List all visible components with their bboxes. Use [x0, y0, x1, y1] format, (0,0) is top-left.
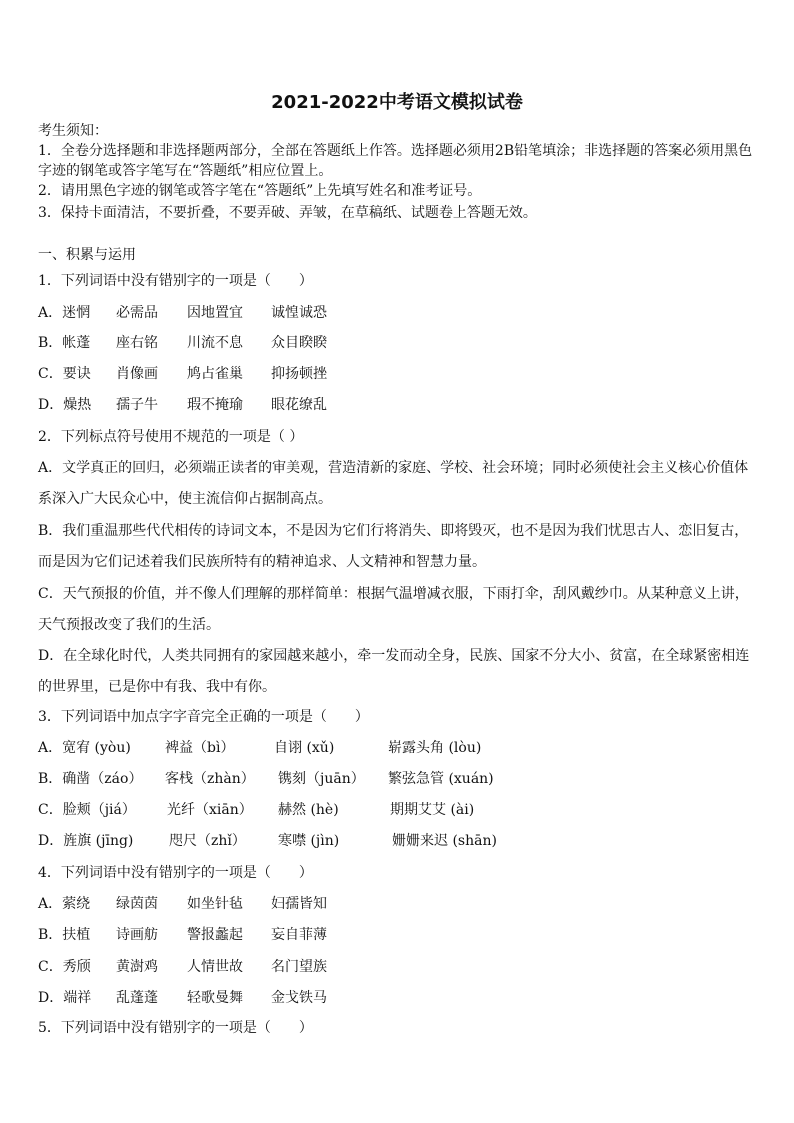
- q1-option-a: [38, 304, 327, 322]
- q1-option-d: [38, 396, 327, 414]
- option-word: 姗姗来迟 (shān): [392, 833, 497, 849]
- option-word: 名门望族: [271, 959, 327, 975]
- option-word: 鸠占雀巢: [187, 366, 243, 382]
- option-word: 川流不息: [187, 335, 243, 351]
- option-word: 妄自菲薄: [271, 927, 327, 943]
- notice-line-1b: 字迹的钢笔或答字笔写在“答题纸”相应位置上。: [38, 163, 333, 179]
- q4-stem: 4．下列词语中没有错别字的一项是（ ）: [38, 865, 313, 881]
- q4-option-b: [38, 926, 327, 944]
- notice-line-2: 2．请用黑色字迹的钢笔或答字笔在“答题纸”上先填写姓名和准考证号。: [38, 183, 482, 199]
- q2-option-d-line2: 的世界里，已是你中有我、我中有你。: [38, 679, 276, 695]
- q1-option-b: [38, 334, 327, 352]
- option-word: B．扶植: [38, 927, 91, 943]
- q2-option-a-line1: A．文学真正的回归，必须端正读者的审美观，营造清新的家庭、学校、社会环境；同时必须使社会主义核心价值体: [38, 460, 749, 476]
- q2-option-c-line2: 天气预报改变了我们的生活。: [38, 617, 220, 633]
- option-word: B．确凿（záo）: [38, 771, 143, 787]
- q2-option-b-line1: B．我们重温那些代代相传的诗词文本，不是因为它们行将消失、即将毁灭，也不是因为我们忧思古人、恋旧复古，: [38, 523, 749, 539]
- q4-option-a: [38, 895, 327, 913]
- option-word: 光纤（xiān）: [167, 802, 253, 818]
- option-word: 镌刻（juān）: [278, 771, 365, 787]
- option-word: 必需品: [116, 305, 158, 321]
- page-title: 2021-2022中考语文模拟试卷: [271, 92, 523, 113]
- option-word: 肖像画: [116, 366, 158, 382]
- option-word: 诚惶诚恐: [271, 305, 327, 321]
- option-word: 崭露头角 (lòu): [388, 740, 482, 756]
- option-word: D．端祥: [38, 990, 92, 1006]
- option-word: 客栈（zhàn）: [165, 771, 255, 787]
- option-word: 座右铭: [116, 335, 158, 351]
- q3-option-a: [38, 739, 481, 757]
- q5-stem: 5．下列词语中没有错别字的一项是（ ）: [38, 1020, 313, 1036]
- option-word: C．要诀: [38, 366, 91, 382]
- option-word: A．迷惘: [38, 305, 91, 321]
- option-word: 诗画舫: [116, 927, 158, 943]
- option-word: 金戈铁马: [271, 990, 327, 1006]
- q1-option-c: [38, 365, 327, 383]
- option-word: 警报蠡起: [187, 927, 243, 943]
- option-word: 如坐针毡: [187, 896, 243, 912]
- option-word: 人情世故: [187, 959, 243, 975]
- option-word: 寒噤 (jìn): [278, 833, 340, 849]
- q2-option-b-line2: 而是因为它们记述着我们民族所特有的精神追求、人文精神和智慧力量。: [38, 554, 486, 570]
- section-heading: 一、积累与运用: [38, 247, 136, 263]
- option-word: 裨益（bì）: [165, 740, 235, 756]
- q2-option-c-line1: C．天气预报的价值，并不像人们理解的那样简单：根据气温增减衣服，下雨打伞，刮风戴纱巾。从某种意义上讲，: [38, 586, 749, 602]
- option-word: 眼花缭乱: [271, 397, 327, 413]
- notice-heading: 考生须知：: [38, 123, 108, 139]
- option-word: C．秀颀: [38, 959, 91, 975]
- option-word: 咫尺（zhǐ）: [169, 833, 246, 849]
- q3-stem: 3．下列词语中加点字字音完全正确的一项是（ ）: [38, 709, 369, 725]
- q3-option-c: [38, 801, 474, 819]
- q2-option-d-line1: D．在全球化时代，人类共同拥有的家园越来越小，牵一发而动全身，民族、国家不分大小、贫富，在全球紧密相连: [38, 648, 750, 664]
- option-word: 绿茵茵: [116, 896, 158, 912]
- option-word: 繁弦急管 (xuán): [388, 771, 494, 787]
- option-word: D．燥热: [38, 397, 92, 413]
- option-word: D．旌旗 (jīng): [38, 833, 134, 849]
- q4-option-d: [38, 989, 327, 1007]
- option-word: 黄澍鸡: [116, 959, 158, 975]
- option-word: 乱蓬蓬: [116, 990, 158, 1006]
- option-word: 轻歌曼舞: [187, 990, 243, 1006]
- option-word: 赫然 (hè): [278, 802, 339, 818]
- option-word: B．帐蓬: [38, 335, 91, 351]
- notice-line-3: 3．保持卡面清洁，不要折叠，不要弄破、弄皱，在草稿纸、试题卷上答题无效。: [38, 205, 537, 221]
- q1-stem: 1．下列词语中没有错别字的一项是（ ）: [38, 273, 313, 289]
- option-word: 妇孺皆知: [271, 896, 327, 912]
- option-word: 众目睽睽: [271, 335, 327, 351]
- option-word: A．萦绕: [38, 896, 91, 912]
- option-word: 自诩 (xǔ): [274, 740, 335, 756]
- option-word: C．脸颊（jiá）: [38, 802, 136, 818]
- q2-stem: 2．下列标点符号使用不规范的一项是（ ）: [38, 429, 304, 445]
- option-word: 因地置宜: [187, 305, 243, 321]
- q2-option-a-line2: 系深入广大民众心中，使主流信仰占据制高点。: [38, 491, 332, 507]
- option-word: 期期艾艾 (ài): [390, 802, 475, 818]
- option-word: 抑扬顿挫: [271, 366, 327, 382]
- q3-option-d: [38, 832, 497, 850]
- q3-option-b: [38, 770, 494, 788]
- option-word: 瑕不掩瑜: [187, 397, 243, 413]
- option-word: 孺子牛: [116, 397, 158, 413]
- option-word: A．宽宥 (yòu): [38, 740, 131, 756]
- notice-line-1a: 1．全卷分选择题和非选择题两部分，全部在答题纸上作答。选择题必须用2B铅笔填涂；非选择题的答案必须用黑色: [38, 143, 753, 159]
- q4-option-c: [38, 958, 327, 976]
